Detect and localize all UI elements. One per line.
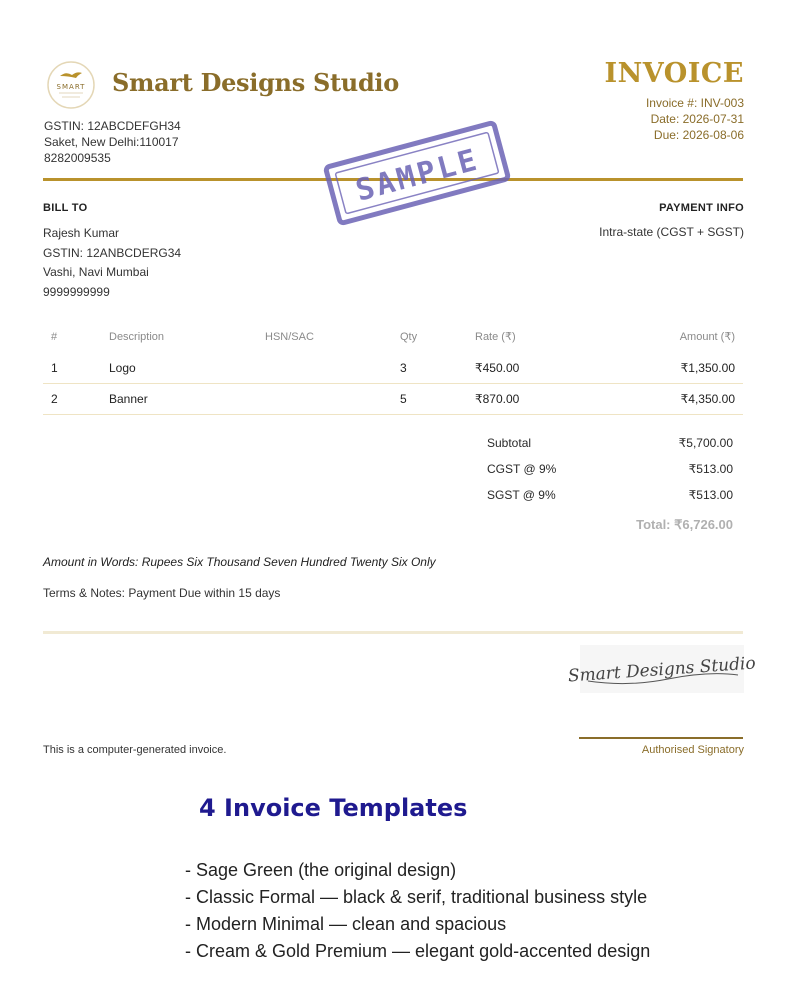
client-phone: 9999999999 (43, 284, 110, 299)
bill-to-heading: BILL TO (43, 202, 88, 214)
col-header-amount: Amount (₹) (679, 331, 735, 343)
col-header-qty: Qty (400, 330, 418, 343)
computer-generated-note: This is a computer-generated invoice. (43, 744, 227, 756)
row-amount: ₹4,350.00 (595, 384, 743, 415)
bill-to-details (43, 224, 181, 302)
subtotal-label: Subtotal (487, 436, 532, 450)
invoice-meta (646, 95, 744, 143)
line-items-table (43, 322, 743, 415)
subtotal-row (487, 435, 733, 461)
signature-line (579, 737, 743, 739)
row-number: 2 (43, 384, 109, 415)
payment-type: Intra-state (CGST + SGST) (599, 225, 744, 239)
invoice-title: INVOICE (604, 58, 744, 89)
list-item: - Modern Minimal — clean and spacious (185, 914, 507, 934)
sgst-value: ₹513.00 (688, 488, 733, 502)
col-header-number: # (51, 330, 58, 343)
company-gstin: GSTIN: 12ABCDEFGH34 (44, 119, 181, 133)
footer-divider (43, 631, 743, 634)
table-header-row (43, 322, 743, 353)
row-number: 1 (43, 353, 109, 384)
sample-stamp (322, 128, 512, 218)
row-rate: ₹450.00 (475, 353, 595, 384)
row-qty: 3 (400, 353, 475, 384)
payment-info-heading: PAYMENT INFO (659, 202, 744, 214)
invoice-date: Date: 2026-07-31 (650, 112, 744, 126)
client-address: Vashi, Navi Mumbai (43, 265, 149, 279)
signature-image (567, 645, 757, 693)
cgst-value: ₹513.00 (688, 462, 733, 476)
svg-text:SMART: SMART (56, 83, 86, 91)
cgst-label: CGST @ 9% (487, 462, 557, 476)
row-hsn (265, 353, 400, 384)
invoice-due-date: Due: 2026-08-06 (653, 128, 744, 142)
company-logo (46, 60, 96, 110)
col-header-rate: Rate (₹) (475, 331, 516, 343)
authorised-signatory-label: Authorised Signatory (641, 744, 744, 756)
company-address: Saket, New Delhi:110017 (44, 135, 179, 149)
cgst-row (487, 461, 733, 487)
client-name: Rajesh Kumar (43, 226, 120, 240)
company-name: Smart Designs Studio (112, 68, 399, 97)
list-item: - Classic Formal — black & serif, traditional business style (185, 887, 648, 907)
client-gstin: GSTIN: 12ANBCDERG34 (43, 245, 182, 260)
template-list (185, 857, 650, 965)
grand-total: Total: ₹6,726.00 (636, 517, 733, 532)
subtotal-value: ₹5,700.00 (678, 436, 733, 450)
sgst-row (487, 487, 733, 513)
row-description: Logo (109, 353, 265, 384)
table-row (43, 384, 743, 415)
svg-text:Smart Designs Studio: Smart Designs Studio (567, 653, 757, 687)
totals-block (487, 435, 733, 513)
sgst-label: SGST @ 9% (487, 488, 556, 502)
row-hsn (265, 384, 400, 415)
col-header-hsn: HSN/SAC (265, 330, 314, 343)
list-item: - Cream & Gold Premium — elegant gold-accented design (185, 941, 651, 961)
company-phone: 8282009535 (44, 151, 111, 165)
svg-text:SAMPLE: SAMPLE (352, 142, 484, 209)
table-row (43, 353, 743, 384)
col-header-description: Description (109, 330, 165, 343)
invoice-number: Invoice #: INV-003 (645, 96, 744, 110)
list-item: - Sage Green (the original design) (185, 860, 457, 880)
row-description: Banner (109, 384, 265, 415)
amount-in-words: Amount in Words: Rupees Six Thousand Seven Hundred Twenty Six Only (43, 555, 436, 569)
row-qty: 5 (400, 384, 475, 415)
terms-notes: Terms & Notes: Payment Due within 15 days (43, 586, 281, 600)
row-amount: ₹1,350.00 (595, 353, 743, 384)
promo-title: 4 Invoice Templates (199, 794, 468, 822)
company-info (44, 118, 181, 166)
row-rate: ₹870.00 (475, 384, 595, 415)
